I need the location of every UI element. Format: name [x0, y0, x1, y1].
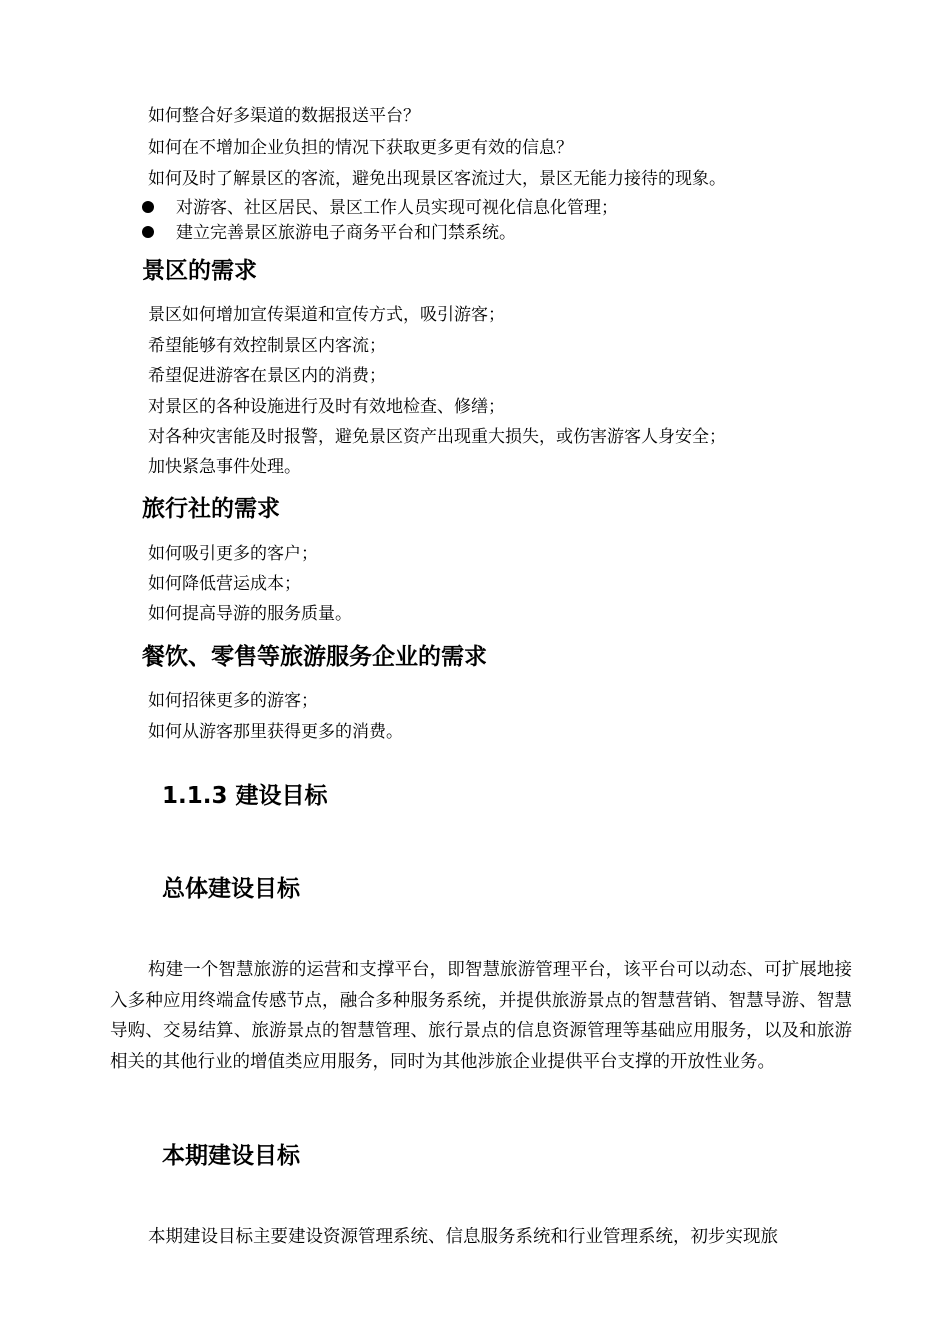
scenic-line-4: 对景区的各种设施进行及时有效地检查、修缮； [148, 397, 505, 417]
scenic-line-2: 希望能够有效控制景区内客流； [148, 336, 386, 356]
bullet-item-2 [142, 222, 516, 244]
overall-heading: 总体建设目标 [162, 876, 300, 902]
bullet-text-1: 对游客、社区居民、景区工作人员实现可视化信息化管理； [176, 198, 618, 218]
overall-paragraph: 构建一个智慧旅游的运营和支撑平台，即智慧旅游管理平台，该平台可以动态、可扩展地接入多种应用终端盒传感节点，融合多种服务系统，并提供旅游景点的智慧营销、智慧导游、智慧导购、交易结算、旅游景点的智慧管理、旅行景点的信息资源管理等基础应用服务，以及和旅游相关的其他行业的增值类应用服务，同时为其他涉旅企业提供平台支撑的开放性业务。 [110, 960, 852, 1072]
agency-line-3: 如何提高导游的服务质量。 [148, 604, 352, 624]
bullet-dot-icon [142, 201, 154, 213]
section-heading: 1.1.3 建设目标 [162, 783, 328, 809]
bullet-text-2: 建立完善景区旅游电子商务平台和门禁系统。 [176, 223, 516, 243]
bullet-item-1 [142, 197, 618, 219]
intro-line-3: 如何及时了解景区的客流，避免出现景区客流过大，景区无能力接待的现象。 [148, 169, 726, 189]
agency-line-1: 如何吸引更多的客户； [148, 544, 318, 564]
agency-line-2: 如何降低营运成本； [148, 574, 301, 594]
scenic-line-1: 景区如何增加宣传渠道和宣传方式，吸引游客； [148, 305, 505, 325]
service-heading: 餐饮、零售等旅游服务企业的需求 [142, 644, 487, 670]
service-line-1: 如何招徕更多的游客； [148, 691, 318, 711]
bullet-dot-icon [142, 226, 154, 238]
scenic-line-3: 希望促进游客在景区内的消费； [148, 366, 386, 386]
current-heading: 本期建设目标 [162, 1143, 300, 1169]
agency-heading: 旅行社的需求 [142, 496, 280, 522]
scenic-line-6: 加快紧急事件处理。 [148, 457, 301, 477]
service-line-2: 如何从游客那里获得更多的消费。 [148, 722, 403, 742]
scenic-heading: 景区的需求 [142, 258, 257, 284]
scenic-line-5: 对各种灾害能及时报警，避免景区资产出现重大损失，或伤害游客人身安全； [148, 427, 726, 447]
intro-line-2: 如何在不增加企业负担的情况下获取更多更有效的信息？ [148, 138, 573, 158]
current-paragraph: 本期建设目标主要建设资源管理系统、信息服务系统和行业管理系统，初步实现旅 [148, 1227, 778, 1247]
intro-line-1: 如何整合好多渠道的数据报送平台？ [148, 106, 420, 126]
